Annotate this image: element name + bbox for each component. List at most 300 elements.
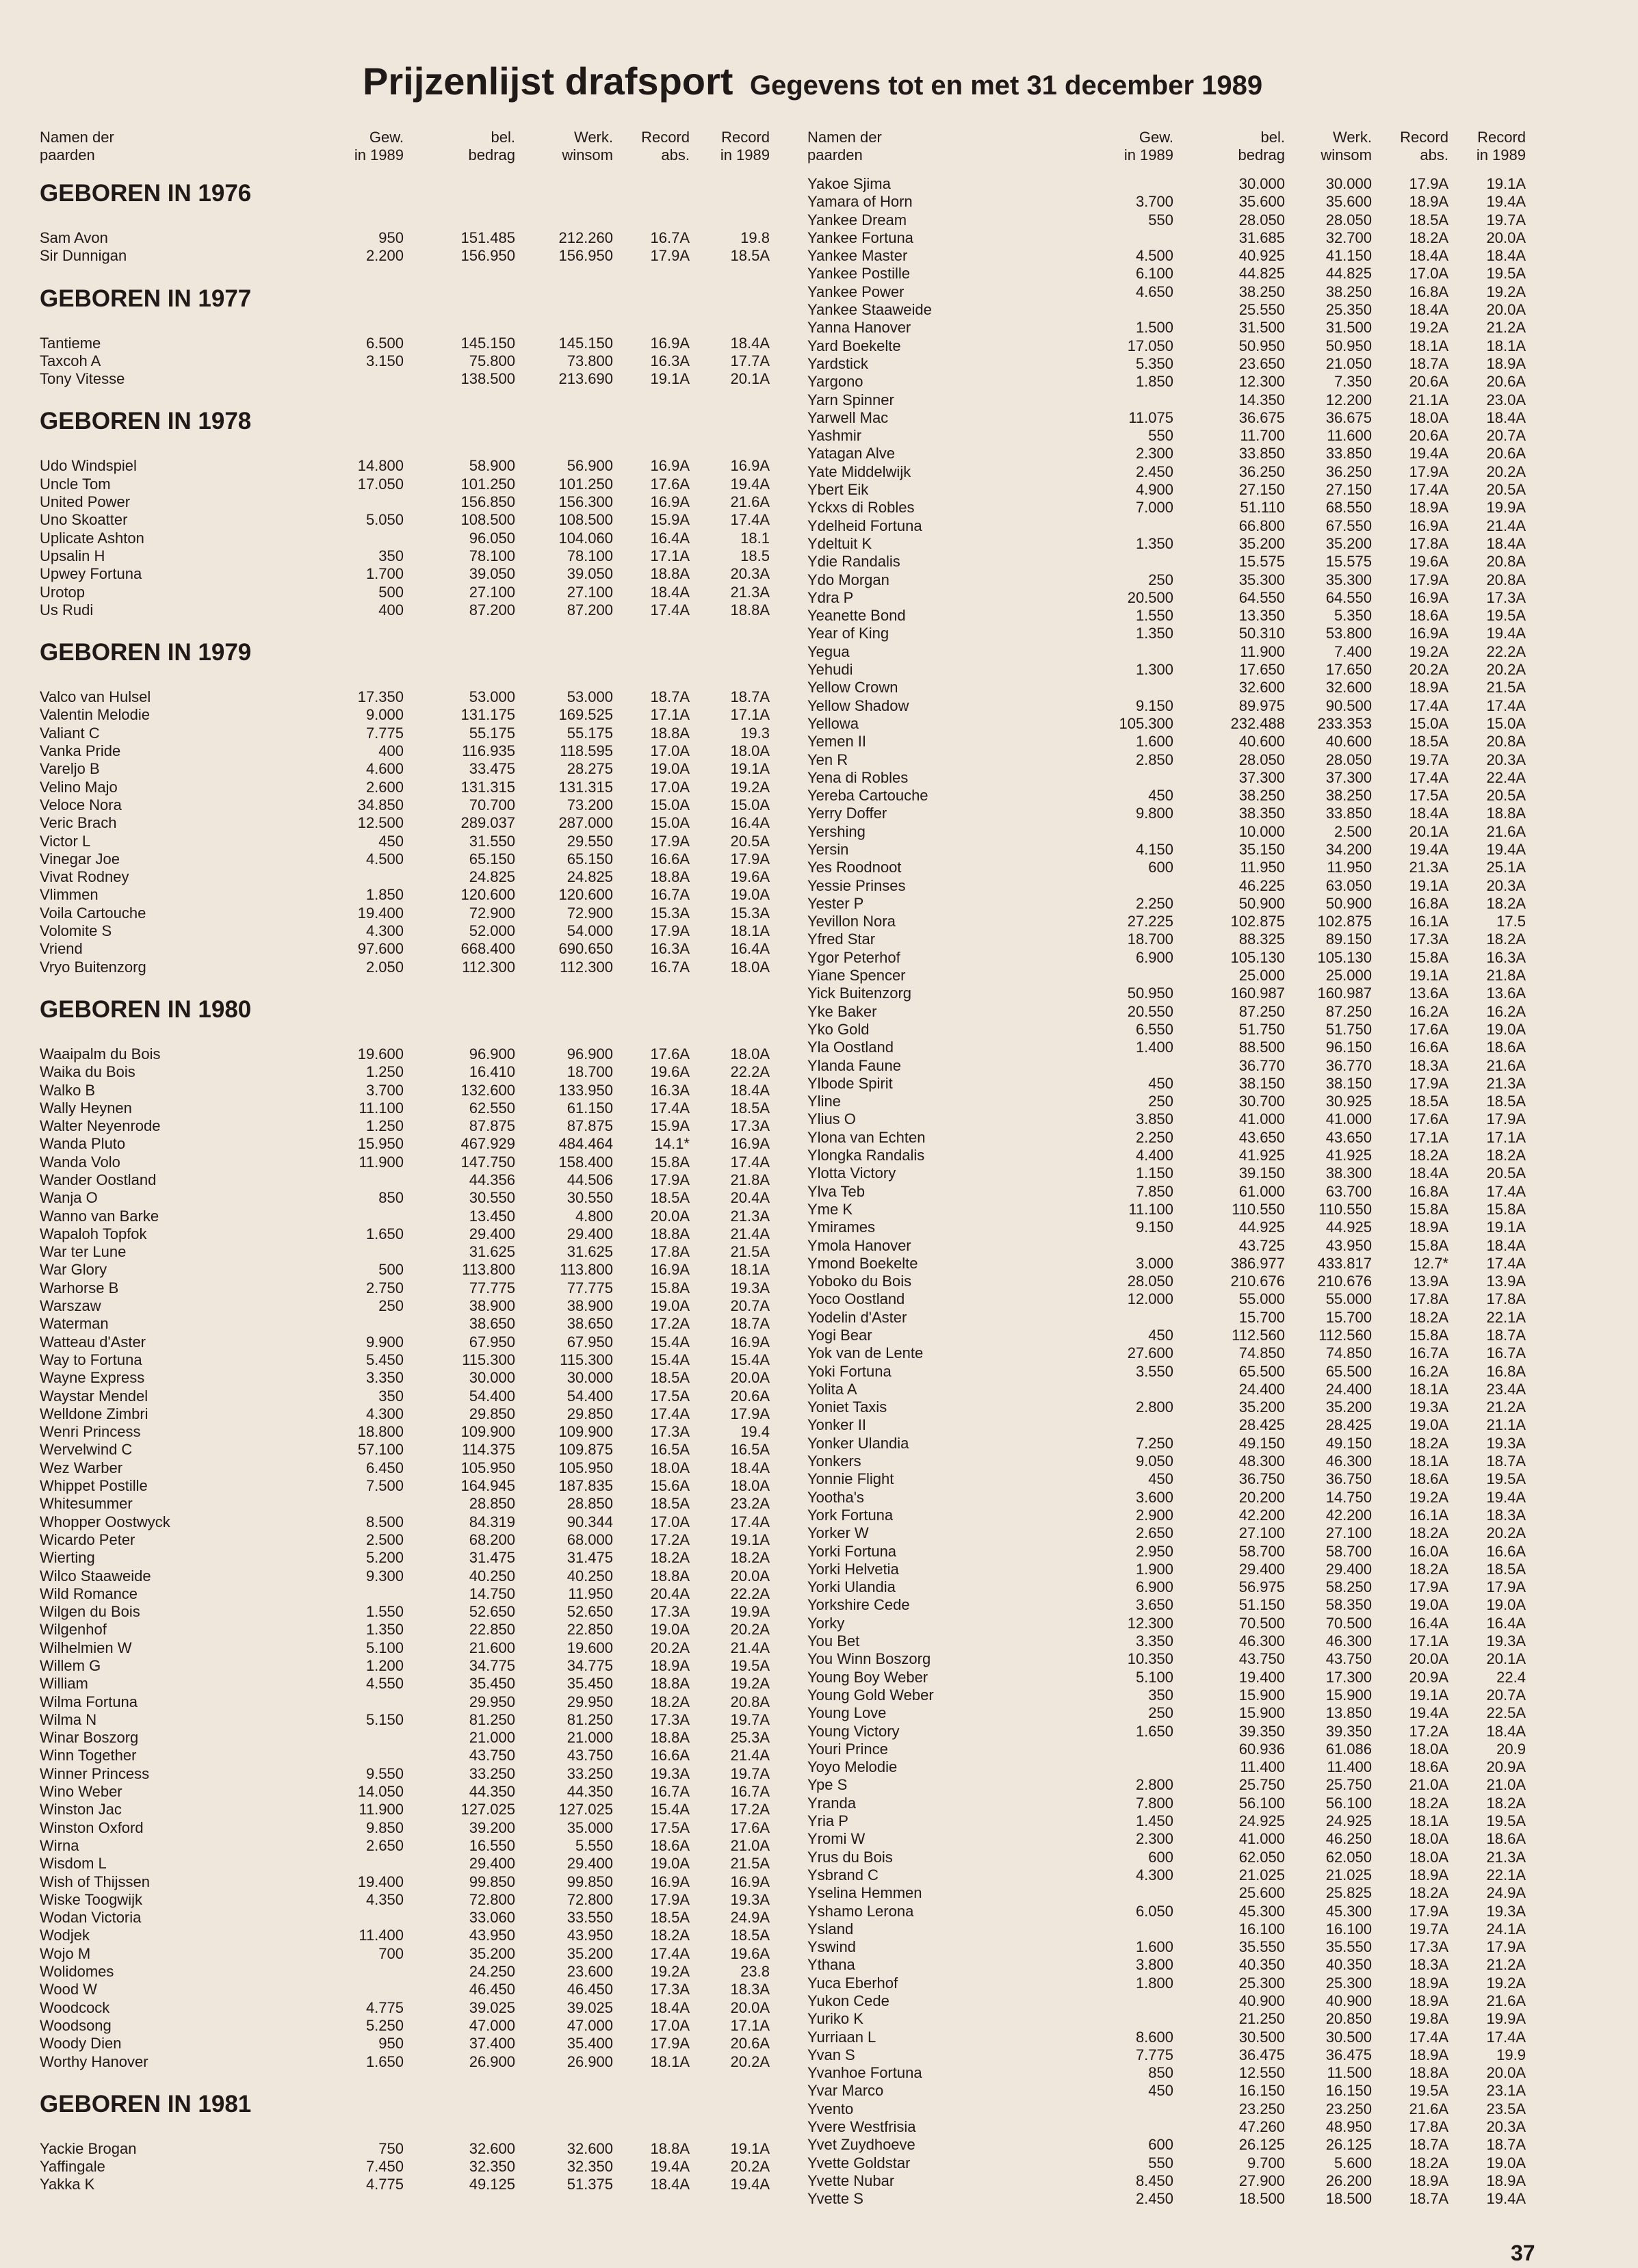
- table-row: [807, 1237, 1619, 1255]
- horse-name: Wanno van Barke: [40, 1207, 159, 1225]
- cell-bel: 77.775: [469, 1279, 515, 1296]
- cell-gew: 7.775: [1135, 2046, 1173, 2063]
- table-row: [40, 688, 785, 706]
- cell-bel: 44.825: [1238, 265, 1285, 283]
- table-row: [40, 1855, 785, 1873]
- horse-name: Winner Princess: [40, 1764, 150, 1782]
- table-row: [40, 1333, 785, 1351]
- table-row: [40, 2158, 785, 2176]
- cell-rec89: 19.9A: [1486, 2010, 1526, 2028]
- cell-rec89: 18.3A: [730, 1981, 770, 1998]
- cell-bel: 145.150: [460, 334, 515, 352]
- cell-rec89: 21.3A: [1486, 1848, 1526, 1866]
- cell-rec89: 22.2A: [730, 1063, 770, 1081]
- horse-name: Yuca Eberhof: [807, 1974, 898, 1992]
- horse-name: Yardstick: [807, 354, 868, 372]
- cell-rec89: 19.4A: [1486, 1488, 1526, 1506]
- table-row: [807, 1129, 1619, 1147]
- cell-rec: 17.4A: [650, 1405, 690, 1422]
- cell-bel: 41.000: [1238, 1110, 1285, 1128]
- cell-bel: 41.925: [1238, 1147, 1285, 1164]
- cell-werk: 25.300: [1325, 1974, 1372, 1992]
- horse-name: Yswind: [807, 1938, 856, 1956]
- cell-werk: 108.500: [558, 511, 613, 529]
- cell-gew: 4.400: [1135, 1147, 1173, 1164]
- cell-rec: 19.7A: [1409, 1920, 1448, 1938]
- cell-werk: 44.925: [1325, 1218, 1372, 1236]
- cell-werk: 105.950: [558, 1459, 613, 1476]
- header-rec: Record abs.: [1400, 129, 1448, 164]
- table-row: [40, 1082, 785, 1099]
- cell-rec: 18.2A: [1409, 1794, 1448, 1812]
- cell-werk: 2.500: [1334, 822, 1372, 840]
- cell-rec: 18.0A: [650, 1459, 690, 1476]
- cell-rec: 18.2A: [1409, 1434, 1448, 1452]
- cell-gew: 5.100: [1135, 1668, 1173, 1686]
- table-row: [807, 2118, 1619, 2136]
- horse-name: Waika du Bois: [40, 1063, 135, 1081]
- cell-gew: 5.050: [365, 511, 404, 529]
- cell-rec: 19.0A: [1409, 1416, 1448, 1434]
- horse-name: Woody Dien: [40, 2035, 122, 2052]
- cell-werk: 169.525: [558, 706, 613, 724]
- horse-name: Ylius O: [807, 1110, 856, 1128]
- cell-bel: 78.100: [469, 547, 515, 564]
- cell-werk: 47.000: [567, 2016, 613, 2034]
- cell-rec89: 18.1A: [1486, 337, 1526, 354]
- cell-rec: 18.9A: [1409, 1866, 1448, 1884]
- table-row: [807, 607, 1619, 625]
- cell-rec89: 17.4A: [730, 1513, 770, 1530]
- cell-bel: 74.850: [1238, 1344, 1285, 1362]
- cell-werk: 145.150: [558, 334, 613, 352]
- cell-rec89: 20.1A: [730, 370, 770, 388]
- horse-name: Yevillon Nora: [807, 913, 896, 930]
- table-row: [40, 1153, 785, 1171]
- horse-name: Yromi W: [807, 1830, 866, 1848]
- cell-bel: 17.650: [1238, 661, 1285, 679]
- table-row: [807, 1596, 1619, 1614]
- cell-rec: 16.0A: [1409, 1542, 1448, 1560]
- cell-bel: 27.150: [1238, 481, 1285, 499]
- cell-rec: 17.3A: [1409, 930, 1448, 948]
- cell-werk: 43.950: [567, 1927, 613, 1944]
- cell-rec89: 19.6A: [730, 1944, 770, 1962]
- cell-werk: 64.550: [1325, 588, 1372, 606]
- cell-rec89: 18.4A: [1486, 408, 1526, 426]
- table-row: [40, 1063, 785, 1081]
- cell-bel: 25.750: [1238, 1776, 1285, 1794]
- cell-gew: 8.600: [1135, 2028, 1173, 2046]
- cell-bel: 386.977: [1230, 1254, 1285, 1272]
- table-row: [807, 2136, 1619, 2154]
- cell-werk: 133.950: [558, 1081, 613, 1099]
- cell-rec: 17.6A: [650, 1045, 690, 1063]
- cell-bel: 28.425: [1238, 1416, 1285, 1434]
- cell-rec89: 17.8A: [1486, 1290, 1526, 1308]
- cell-rec89: 13.6A: [1486, 985, 1526, 1002]
- cell-werk: 28.275: [567, 760, 613, 778]
- cell-bel: 36.770: [1238, 1056, 1285, 1074]
- table-row: [807, 805, 1619, 822]
- cell-rec89: 18.4A: [1486, 247, 1526, 265]
- horse-name: Yellow Crown: [807, 679, 898, 696]
- cell-gew: 6.550: [1135, 1020, 1173, 1038]
- cell-werk: 38.650: [567, 1315, 613, 1333]
- cell-rec89: 18.5A: [1486, 1560, 1526, 1578]
- horse-name: Yena di Robles: [807, 768, 909, 786]
- cell-gew: 3.700: [1135, 193, 1173, 211]
- cell-werk: 40.250: [567, 1567, 613, 1585]
- horse-name: Yard Boekelte: [807, 337, 901, 354]
- cell-rec89: 20.2A: [730, 1621, 770, 1639]
- cell-rec89: 24.9A: [1486, 1884, 1526, 1902]
- cell-rec: 19.6A: [1409, 553, 1448, 571]
- cell-rec89: 19.8: [740, 229, 770, 246]
- cell-rec: 17.1A: [650, 547, 690, 564]
- horse-name: Ygor Peterhof: [807, 948, 900, 966]
- cell-gew: 2.650: [365, 1836, 404, 1854]
- cell-werk: 31.475: [567, 1549, 613, 1567]
- cell-rec89: 17.9A: [730, 1405, 770, 1422]
- cell-gew: 7.000: [1135, 499, 1173, 517]
- cell-werk: 72.800: [567, 1890, 613, 1908]
- cell-rec: 18.6A: [1409, 1470, 1448, 1488]
- cell-bel: 11.950: [1240, 859, 1285, 876]
- cell-rec: 19.0A: [650, 1297, 690, 1315]
- horse-name: Yegua: [807, 642, 850, 660]
- cell-rec: 13.9A: [1409, 1273, 1448, 1290]
- horse-name: Worthy Hanover: [40, 2052, 148, 2070]
- table-row: [40, 1387, 785, 1405]
- cell-rec: 15.4A: [650, 1801, 690, 1819]
- cell-werk: 65.150: [567, 850, 613, 868]
- cell-bel: 12.300: [1238, 373, 1285, 391]
- horse-name: Winston Jac: [40, 1801, 122, 1819]
- cell-rec: 16.9A: [650, 1261, 690, 1279]
- cell-werk: 73.200: [567, 796, 613, 813]
- cell-werk: 63.050: [1325, 876, 1372, 894]
- cell-gew: 1.550: [1135, 607, 1173, 625]
- cell-werk: 89.150: [1325, 930, 1372, 948]
- cell-werk: 4.800: [575, 1207, 613, 1225]
- cell-gew: 2.750: [365, 1279, 404, 1296]
- cell-werk: 87.200: [567, 601, 613, 618]
- cell-bel: 55.175: [469, 724, 515, 742]
- horse-name: Yatagan Alve: [807, 445, 896, 462]
- horse-name: Woodsong: [40, 2016, 112, 2034]
- cell-rec89: 20.2A: [1486, 1524, 1526, 1542]
- cell-bel: 25.550: [1238, 301, 1285, 319]
- table-row: [807, 1344, 1619, 1362]
- cell-werk: 39.050: [567, 565, 613, 583]
- cell-gew: 4.900: [1135, 481, 1173, 499]
- cell-bel: 40.600: [1238, 733, 1285, 751]
- cell-bel: 50.310: [1238, 625, 1285, 642]
- cell-bel: 289.037: [460, 814, 515, 832]
- cell-rec: 15.8A: [1409, 948, 1448, 966]
- cell-rec: 17.0A: [650, 742, 690, 760]
- cell-bel: 151.485: [460, 229, 515, 246]
- horse-name: Valiant C: [40, 724, 100, 742]
- cell-werk: 30.000: [1325, 175, 1372, 192]
- horse-name: Veric Brach: [40, 814, 117, 832]
- horse-name: Vareljo B: [40, 760, 100, 778]
- cell-gew: 5.250: [365, 2016, 404, 2034]
- cell-werk: 44.825: [1325, 265, 1372, 283]
- cell-gew: 34.850: [357, 796, 404, 813]
- cell-rec: 18.8A: [650, 1567, 690, 1585]
- cell-werk: 36.250: [1325, 462, 1372, 480]
- cell-bel: 29.950: [469, 1693, 515, 1710]
- cell-bel: 32.600: [469, 2139, 515, 2157]
- cell-rec89: 18.1A: [730, 922, 770, 940]
- cell-rec: 18.6A: [1409, 1758, 1448, 1776]
- horse-name: Winn Together: [40, 1747, 137, 1764]
- table-row: [807, 1650, 1619, 1668]
- horse-name: Yester P: [807, 894, 864, 912]
- cell-werk: 54.000: [567, 922, 613, 940]
- table-row: [40, 1117, 785, 1135]
- cell-rec: 18.5A: [1409, 211, 1448, 229]
- cell-bel: 52.650: [469, 1603, 515, 1621]
- header-gew: Gew. in 1989: [1123, 129, 1173, 164]
- cell-rec: 16.6A: [1409, 1039, 1448, 1056]
- cell-rec: 17.0A: [650, 2016, 690, 2034]
- cell-gew: 57.100: [357, 1441, 404, 1459]
- cell-bel: 35.550: [1238, 1938, 1285, 1956]
- cell-gew: 350: [1148, 1686, 1173, 1704]
- cell-werk: 104.060: [558, 529, 613, 547]
- horse-name: Yorky: [807, 1614, 845, 1632]
- horse-name: Wilhelmien W: [40, 1639, 132, 1656]
- cell-werk: 46.300: [1325, 1632, 1372, 1650]
- cell-bel: 43.725: [1238, 1236, 1285, 1254]
- cell-werk: 690.650: [558, 940, 613, 958]
- table-row: [807, 319, 1619, 337]
- table-row: [40, 922, 785, 940]
- cell-werk: 120.600: [558, 886, 613, 904]
- cell-gew: 28.050: [1127, 1273, 1173, 1290]
- cell-werk: 35.300: [1325, 571, 1372, 588]
- left-table-header: [40, 129, 785, 175]
- cell-gew: 11.075: [1128, 408, 1173, 426]
- cell-gew: 550: [1148, 2154, 1173, 2172]
- cell-rec: 17.8A: [650, 1243, 690, 1261]
- table-row: [40, 1729, 785, 1747]
- cell-rec89: 20.3A: [1486, 751, 1526, 768]
- cell-werk: 32.600: [1325, 679, 1372, 696]
- cell-gew: 17.050: [357, 475, 404, 493]
- cell-bel: 50.950: [1238, 337, 1285, 354]
- cell-rec89: 20.0A: [1486, 2064, 1526, 2082]
- horse-name: Woodcock: [40, 1998, 110, 2016]
- cell-bel: 51.110: [1240, 499, 1285, 517]
- horse-name: Tantieme: [40, 334, 101, 352]
- table-row: [807, 1164, 1619, 1182]
- cell-bel: 31.500: [1238, 319, 1285, 337]
- cell-gew: 2.850: [1135, 751, 1173, 768]
- cell-bel: 35.200: [469, 1944, 515, 1962]
- cell-rec89: 21.2A: [1486, 1398, 1526, 1416]
- cell-werk: 25.825: [1325, 1884, 1372, 1902]
- cell-werk: 26.900: [567, 2052, 613, 2070]
- cell-bel: 16.100: [1238, 1920, 1285, 1938]
- cell-rec89: 19.1A: [730, 760, 770, 778]
- cell-werk: 49.150: [1325, 1434, 1372, 1452]
- cell-rec89: 22.5A: [1486, 1704, 1526, 1722]
- cell-rec: 19.4A: [1409, 840, 1448, 858]
- cell-bel: 26.900: [469, 2052, 515, 2070]
- cell-werk: 15.700: [1325, 1308, 1372, 1326]
- table-row: [40, 725, 785, 742]
- table-row: [40, 1909, 785, 1927]
- horse-name: Victor L: [40, 832, 91, 850]
- table-row: [807, 1903, 1619, 1920]
- table-row: [807, 571, 1619, 589]
- cell-rec: 20.6A: [1409, 373, 1448, 391]
- cell-rec89: 20.6A: [730, 1387, 770, 1405]
- cell-rec89: 16.2A: [1486, 1002, 1526, 1020]
- header-name: Namen der paarden: [40, 129, 114, 164]
- cell-gew: 7.450: [365, 2158, 404, 2176]
- cell-werk: 32.600: [567, 2139, 613, 2157]
- cell-werk: 53.800: [1325, 625, 1372, 642]
- cell-rec89: 18.5A: [730, 1099, 770, 1117]
- horse-name: Urotop: [40, 583, 86, 601]
- table-row: [40, 2053, 785, 2071]
- cell-rec: 18.9A: [1409, 679, 1448, 696]
- horse-name: Walter Neyenrode: [40, 1117, 161, 1135]
- horse-name: Wayne Express: [40, 1369, 145, 1387]
- cell-bel: 11.900: [1240, 642, 1285, 660]
- horse-name: Yvan S: [807, 2046, 855, 2063]
- cell-rec89: 18.7A: [730, 688, 770, 706]
- cell-werk: 77.775: [567, 1279, 613, 1296]
- table-row: [807, 2046, 1619, 2064]
- cell-gew: 4.550: [365, 1675, 404, 1693]
- cell-rec89: 19.1A: [730, 1530, 770, 1548]
- horse-name: Yorker W: [807, 1524, 869, 1542]
- table-row: [807, 337, 1619, 355]
- cell-rec89: 17.1A: [1486, 1128, 1526, 1146]
- cell-bel: 14.750: [469, 1585, 515, 1602]
- table-row: [807, 2082, 1619, 2100]
- horse-name: Yorkshire Cede: [807, 1596, 910, 1614]
- cell-gew: 9.050: [1135, 1452, 1173, 1470]
- cell-gew: 7.250: [1135, 1434, 1173, 1452]
- table-row: [40, 940, 785, 958]
- cell-gew: 2.300: [1135, 1830, 1173, 1848]
- cell-rec: 17.9A: [650, 247, 690, 265]
- horse-name: Vlimmen: [40, 886, 99, 904]
- horse-name: Ype S: [807, 1776, 848, 1794]
- cell-werk: 39.350: [1325, 1722, 1372, 1740]
- table-row: [40, 2176, 785, 2193]
- cell-bel: 48.300: [1238, 1452, 1285, 1470]
- table-row: [40, 779, 785, 796]
- cell-rec: 18.8A: [650, 724, 690, 742]
- cell-bel: 49.125: [469, 2176, 515, 2193]
- horse-name: Yakka K: [40, 2176, 95, 2193]
- cell-werk: 26.200: [1325, 2172, 1372, 2189]
- cell-bel: 51.150: [1238, 1596, 1285, 1614]
- cell-rec: 17.9A: [650, 832, 690, 850]
- cell-rec: 16.9A: [650, 493, 690, 511]
- table-row: [807, 481, 1619, 499]
- cell-rec: 18.9A: [1409, 1974, 1448, 1992]
- horse-name: Yonkers: [807, 1452, 861, 1470]
- cell-bel: 33.060: [469, 1909, 515, 1927]
- cell-werk: 67.950: [567, 1333, 613, 1351]
- cell-gew: 850: [1148, 2064, 1173, 2082]
- cell-gew: 9.900: [365, 1333, 404, 1351]
- cell-bel: 39.050: [469, 565, 515, 583]
- cell-bel: 27.900: [1238, 2172, 1285, 2189]
- cell-gew: 1.900: [1135, 1560, 1173, 1578]
- cell-rec89: 22.2A: [730, 1585, 770, 1602]
- cell-rec: 17.1A: [1409, 1632, 1448, 1650]
- cell-rec89: 18.5A: [730, 1927, 770, 1944]
- cell-gew: 600: [1148, 2136, 1173, 2154]
- cell-bel: 27.100: [1238, 1524, 1285, 1542]
- cell-rec: 20.2A: [1409, 661, 1448, 679]
- table-row: [807, 1290, 1619, 1308]
- cell-rec: 19.2A: [650, 1963, 690, 1981]
- horse-name: Yvanhoe Fortuna: [807, 2064, 922, 2082]
- table-row: [40, 2017, 785, 2035]
- horse-name: Wilgen du Bois: [40, 1603, 140, 1621]
- cell-bel: 88.500: [1238, 1039, 1285, 1056]
- cell-bel: 53.000: [469, 688, 515, 706]
- table-row: [40, 1459, 785, 1477]
- cell-werk: 23.600: [567, 1963, 613, 1981]
- cell-rec: 17.3A: [1409, 1938, 1448, 1956]
- cell-rec89: 23.2A: [730, 1495, 770, 1513]
- cell-bel: 23.250: [1238, 2100, 1285, 2117]
- table-row: [807, 751, 1619, 769]
- cell-rec89: 19.4A: [1486, 625, 1526, 642]
- cell-bel: 35.300: [1238, 571, 1285, 588]
- horse-name: Yselina Hemmen: [807, 1884, 922, 1902]
- cell-gew: 950: [378, 229, 404, 246]
- table-row: [40, 1819, 785, 1837]
- cell-rec89: 18.4A: [1486, 1722, 1526, 1740]
- cell-bel: 44.356: [469, 1171, 515, 1188]
- cell-gew: 12.500: [357, 814, 404, 832]
- cell-bel: 40.350: [1238, 1956, 1285, 1974]
- cell-rec89: 22.2A: [1486, 642, 1526, 660]
- cell-gew: 8.500: [365, 1513, 404, 1530]
- cell-rec: 15.8A: [650, 1153, 690, 1171]
- cell-rec89: 18.7A: [1486, 1452, 1526, 1470]
- cell-rec89: 18.2A: [1486, 1147, 1526, 1164]
- cell-rec: 18.5A: [1409, 1093, 1448, 1110]
- cell-werk: 61.150: [567, 1099, 613, 1117]
- cell-gew: 450: [1148, 1074, 1173, 1092]
- cell-werk: 213.690: [558, 370, 613, 388]
- horse-name: Ylotta Victory: [807, 1164, 896, 1182]
- cell-rec89: 19.2A: [1486, 1974, 1526, 1992]
- cell-rec: 18.9A: [1409, 1992, 1448, 2009]
- cell-rec: 15.3A: [650, 904, 690, 922]
- cell-rec: 17.5A: [650, 1819, 690, 1836]
- table-row: [807, 2010, 1619, 2028]
- cell-rec89: 16.9A: [730, 457, 770, 475]
- cell-rec: 15.9A: [650, 1117, 690, 1135]
- cell-bel: 43.950: [469, 1927, 515, 1944]
- cell-werk: 25.750: [1325, 1776, 1372, 1794]
